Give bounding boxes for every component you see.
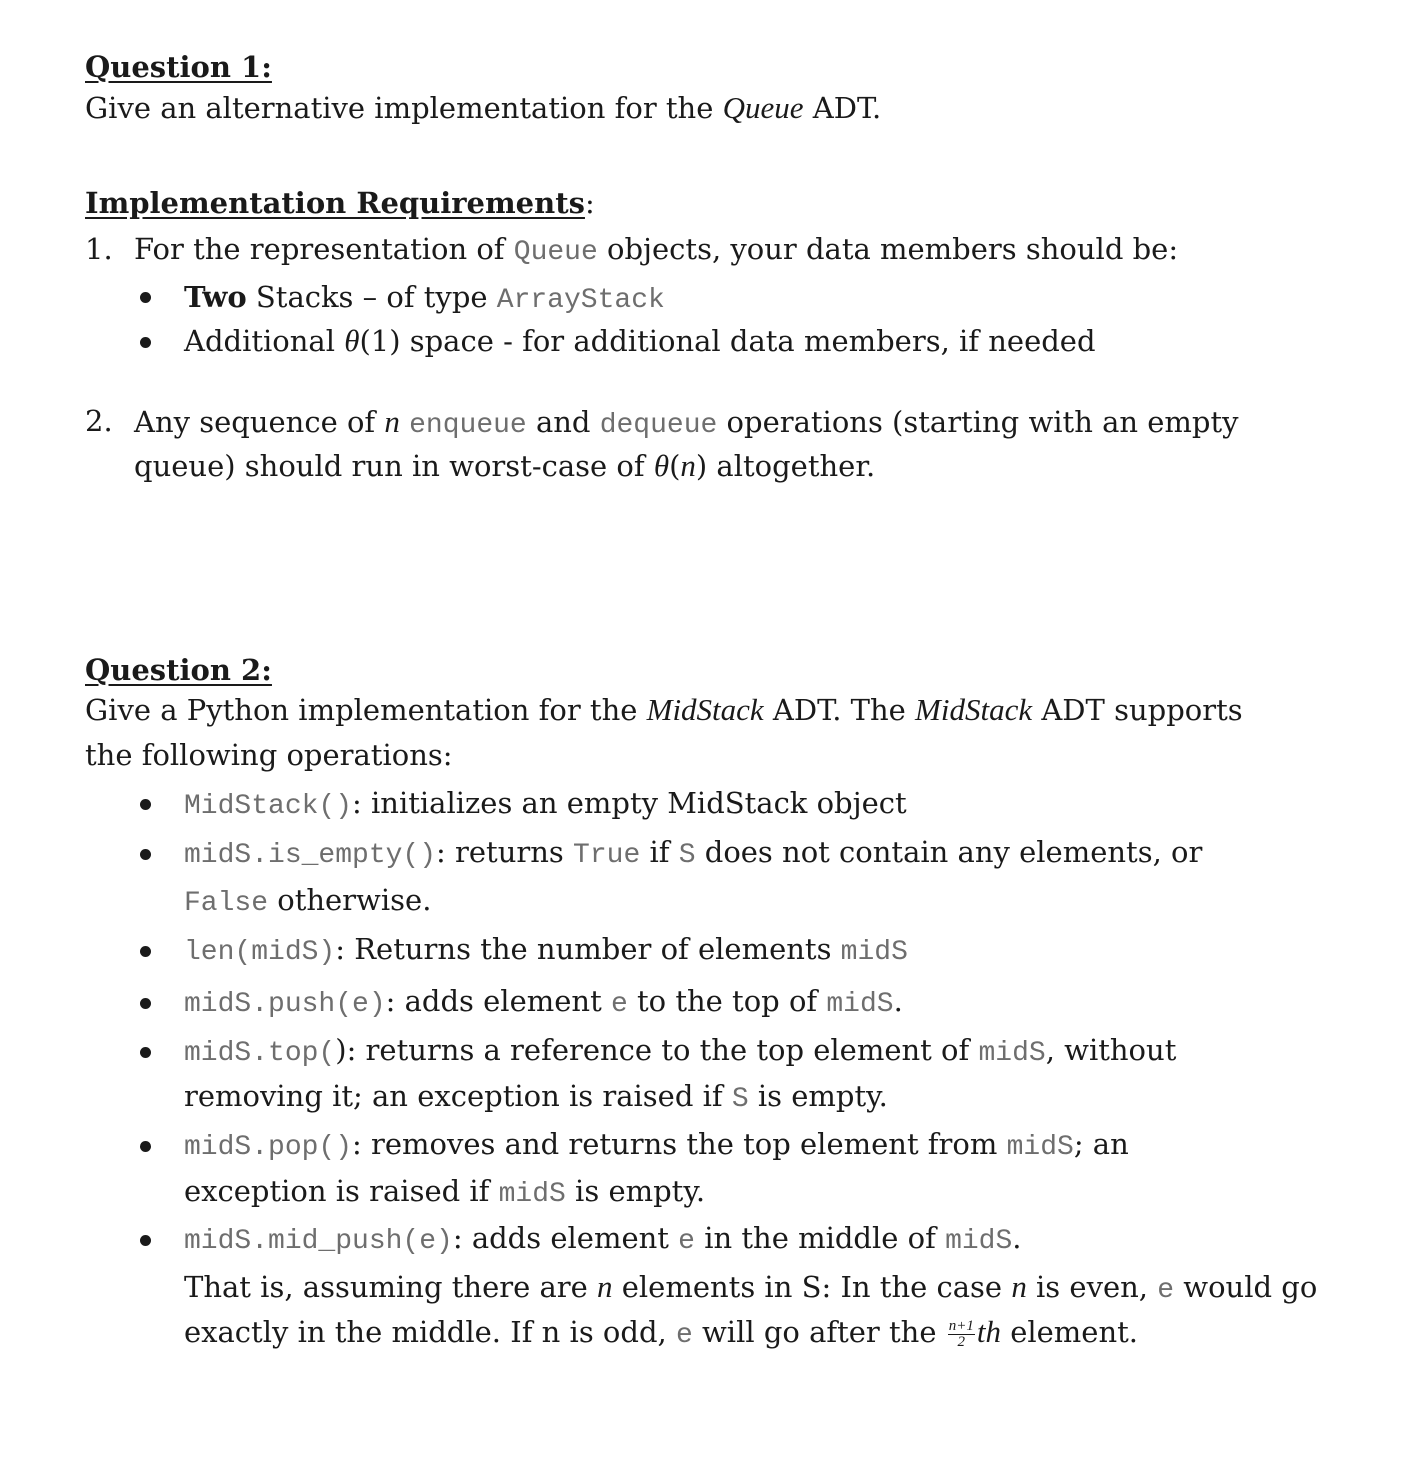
b7-l3-post: element. — [1000, 1315, 1139, 1349]
question-1-intro — [85, 90, 881, 126]
frac-denominator: 2 — [957, 1333, 966, 1350]
b5-s: S — [731, 1084, 749, 1115]
b7-code: midS.mid_push(e) — [184, 1226, 453, 1257]
implementation-requirements-heading — [85, 186, 595, 220]
b2-false: False — [184, 888, 269, 919]
b7-th: th — [976, 1314, 1001, 1349]
item-2-theta: θ — [653, 448, 670, 483]
q2-intro1-mid: ADT. The — [763, 693, 916, 727]
q2-intro1-post: ADT supports — [1032, 693, 1243, 727]
item-1-number: 1. — [85, 232, 113, 266]
q1-intro-adt: Queue — [722, 90, 804, 125]
q1-intro-post: ADT. — [803, 91, 882, 125]
op-mid-push-line-3 — [184, 1314, 1138, 1351]
q2-adt-1: MidStack — [646, 692, 764, 727]
item-1-pre: For the representation of — [134, 232, 514, 266]
sub1-bold: Two — [184, 280, 247, 314]
b4-t1: : adds element — [385, 984, 611, 1018]
b6-t3: exception is raised if — [184, 1174, 499, 1208]
bullet-icon — [140, 1047, 151, 1058]
op-is-empty-line-1 — [184, 835, 1202, 871]
b3-t1: : Returns the number of elements — [335, 932, 841, 966]
b7-e2: e — [1157, 1275, 1175, 1306]
b4-t3: . — [893, 984, 903, 1018]
b2-t2: if — [640, 835, 679, 869]
req-colon: : — [584, 186, 595, 220]
b5-t2: , without — [1045, 1033, 1177, 1067]
b7-l2-mid2: is even, — [1026, 1270, 1158, 1304]
item-2-dequeue: dequeue — [599, 410, 718, 441]
b2-s: S — [678, 840, 696, 871]
op-pop-line-1 — [184, 1127, 1129, 1163]
sub-item-two-stacks — [184, 280, 665, 316]
b5-t1: : returns a reference to the top element of — [346, 1033, 979, 1067]
b5-mids: midS — [978, 1038, 1046, 1069]
b5-t4: is empty. — [748, 1079, 888, 1113]
item-1-text — [134, 232, 1178, 268]
req-title: Implementation Requirements — [85, 186, 585, 220]
bullet-icon — [140, 849, 151, 860]
item-2-n: n — [384, 404, 400, 439]
frac-numerator: n+1 — [948, 1317, 974, 1334]
b7-e3: e — [675, 1320, 693, 1351]
b4-t2: to the top of — [627, 984, 827, 1018]
b1-text: : initializes an empty MidStack object — [352, 786, 907, 820]
b4-e: e — [610, 989, 628, 1020]
b7-t1: : adds element — [452, 1221, 679, 1255]
b7-mids: midS — [945, 1226, 1013, 1257]
sub2-theta: θ — [344, 323, 360, 358]
bullet-icon — [140, 799, 151, 810]
b7-l3-pre: exactly in the middle. If n is odd, — [184, 1315, 676, 1349]
op-push — [184, 984, 903, 1020]
sub1-text: Stacks – of type — [246, 280, 497, 314]
item-2-line-1 — [134, 404, 1239, 441]
b6-mids-2: midS — [498, 1179, 566, 1210]
b7-t3: . — [1012, 1221, 1022, 1255]
sub2-pre: Additional — [184, 324, 345, 358]
b7-e: e — [678, 1226, 695, 1257]
b7-n: n — [597, 1269, 613, 1304]
sub1-code: ArrayStack — [496, 285, 665, 316]
item-2-line-2 — [134, 448, 875, 484]
item-2-paren: ( — [669, 449, 681, 483]
b2-t1: : returns — [436, 835, 574, 869]
op-midstack-constructor — [184, 786, 907, 822]
item-2-n2: n — [680, 448, 696, 483]
bullet-icon — [140, 998, 151, 1009]
fraction-n-plus-1-over-2 — [948, 1319, 975, 1350]
question-1-title: Question 1: — [85, 50, 272, 84]
b2-t4: otherwise. — [268, 883, 432, 917]
op-top-line-2 — [184, 1079, 888, 1115]
b6-code: midS.pop() — [184, 1132, 353, 1163]
op-is-empty-line-2 — [184, 883, 431, 919]
b1-code: MidStack() — [184, 791, 353, 822]
b6-t2: ; an — [1073, 1127, 1129, 1161]
b3-code: len(midS) — [184, 937, 336, 968]
question-2-title: Question 2: — [85, 653, 272, 687]
q2-intro1-pre: Give a Python implementation for the — [85, 693, 647, 727]
b7-l2-mid: elements in S: In the case — [612, 1270, 1012, 1304]
b7-l3-mid: will go after the — [692, 1315, 946, 1349]
q2-adt-2: MidStack — [915, 692, 1033, 727]
op-top-line-1 — [184, 1033, 1176, 1069]
item-2-mid: and — [526, 405, 600, 439]
b4-mids: midS — [826, 989, 894, 1020]
item-2-l2-pre: queue) should run in worst-case of — [134, 449, 654, 483]
b2-true: True — [573, 840, 641, 871]
bullet-icon — [140, 946, 151, 957]
question-2-intro-line-1 — [85, 692, 1243, 728]
question-2-intro-line-2: the following operations: — [85, 738, 453, 772]
b5-code: midS.top( — [184, 1038, 336, 1069]
bullet-icon — [140, 292, 151, 303]
bullet-icon — [140, 337, 151, 348]
item-2-l2-post: ) altogether. — [695, 449, 876, 483]
b7-n2: n — [1011, 1269, 1027, 1304]
b7-t2: in the middle of — [694, 1221, 946, 1255]
b5-code-close: ) — [335, 1033, 347, 1067]
item-2-post: operations (starting with an empty — [717, 405, 1239, 439]
item-2-enqueue: enqueue — [409, 410, 527, 441]
op-mid-push-line-2 — [184, 1269, 1317, 1306]
item-2-number: 2. — [85, 404, 113, 438]
bullet-icon — [140, 1141, 151, 1152]
b2-t3: does not contain any elements, or — [695, 835, 1203, 869]
b2-code: midS.is_empty() — [184, 840, 437, 871]
b3-mids: midS — [840, 937, 908, 968]
b7-l2-post: would go — [1174, 1270, 1318, 1304]
op-len — [184, 932, 908, 968]
sub2-post: (1) space - for additional data members, if needed — [359, 324, 1096, 358]
item-2-pre: Any sequence of — [134, 405, 385, 439]
bullet-icon — [140, 1235, 151, 1246]
b4-code: midS.push(e) — [184, 989, 386, 1020]
b7-l2-pre: That is, assuming there are — [184, 1270, 598, 1304]
item-1-code: Queue — [513, 237, 598, 268]
op-pop-line-2 — [184, 1174, 705, 1210]
b6-mids: midS — [1006, 1132, 1074, 1163]
item-1-post: objects, your data members should be: — [597, 232, 1179, 266]
q1-intro-pre: Give an alternative implementation for the — [85, 91, 723, 125]
sub-item-additional-space — [184, 323, 1096, 359]
op-mid-push-line-1 — [184, 1221, 1022, 1257]
b6-t4: is empty. — [565, 1174, 706, 1208]
b6-t1: : removes and returns the top element from — [352, 1127, 1007, 1161]
b5-t3: removing it; an exception is raised if — [184, 1079, 732, 1113]
